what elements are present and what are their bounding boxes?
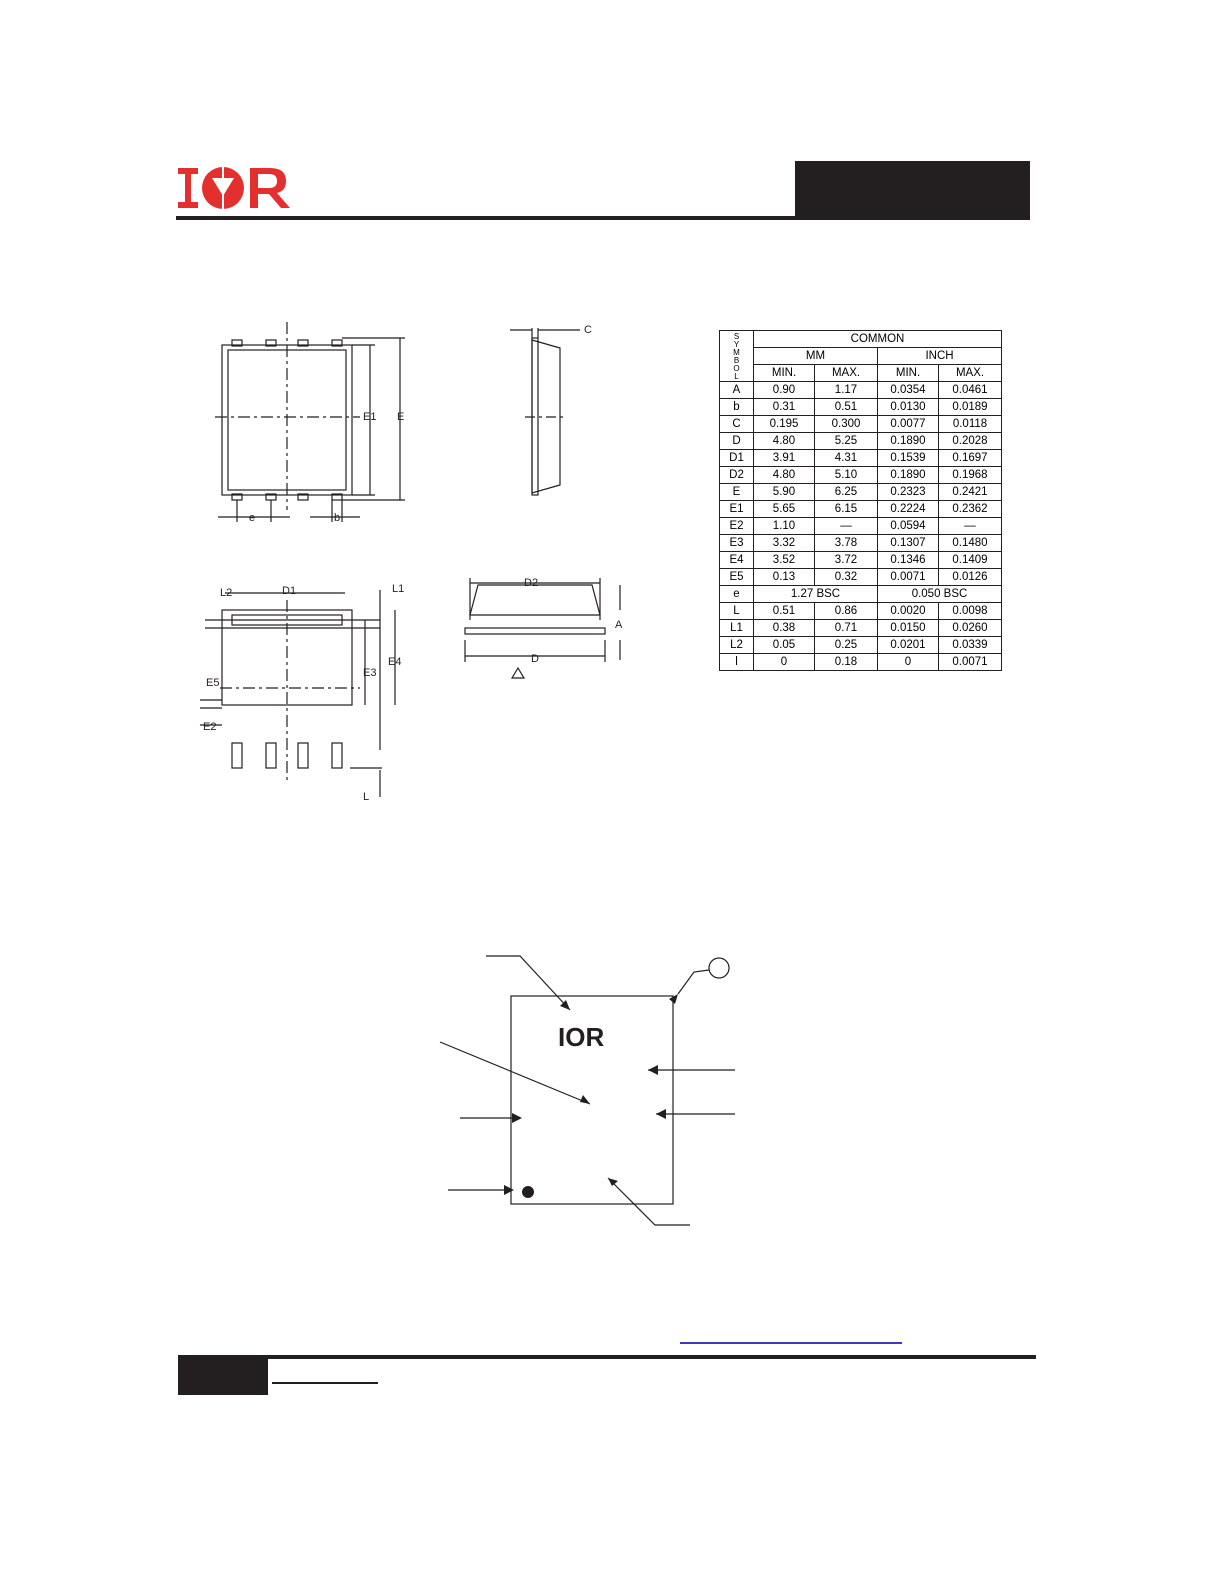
label-E4: E4	[388, 656, 402, 668]
cell-value: 0.38	[754, 620, 815, 637]
table-row	[720, 399, 1002, 416]
cell-value: 0.13	[754, 569, 815, 586]
row-symbol: A	[720, 382, 754, 399]
header-block	[795, 161, 1030, 219]
cell-value: 0.0126	[939, 569, 1002, 586]
table-row	[720, 552, 1002, 569]
label-L2: L2	[220, 587, 233, 599]
label-E5: E5	[206, 677, 220, 689]
table-row	[720, 450, 1002, 467]
link-underline[interactable]	[680, 1342, 902, 1344]
cell-value: 0.0201	[878, 637, 939, 654]
cell-value: 3.72	[815, 552, 878, 569]
cell-value: 0.31	[754, 399, 815, 416]
ir-logo	[178, 162, 300, 214]
table-row	[720, 416, 1002, 433]
footer-rule	[178, 1355, 1036, 1359]
cell-value: 6.15	[815, 501, 878, 518]
unit-header: INCH	[878, 348, 1002, 365]
cell-value: 3.32	[754, 535, 815, 552]
cell-value: 0.71	[815, 620, 878, 637]
table-row	[720, 586, 1002, 603]
table-row	[720, 433, 1002, 450]
cell-value: 0.195	[754, 416, 815, 433]
row-symbol: l	[720, 654, 754, 671]
cell-value: 0.0189	[939, 399, 1002, 416]
cell-value: 0.0461	[939, 382, 1002, 399]
cell-value: 0.2362	[939, 501, 1002, 518]
cell-value: 0	[878, 654, 939, 671]
cell-value: 0.18	[815, 654, 878, 671]
label-L1: L1	[392, 583, 405, 595]
bsc-value: 0.050 BSC	[878, 586, 1002, 603]
cell-value: 5.65	[754, 501, 815, 518]
cell-value: 0.1480	[939, 535, 1002, 552]
cell-value: 0.1890	[878, 467, 939, 484]
label-C: C	[584, 324, 592, 336]
cell-value: 0.86	[815, 603, 878, 620]
cell-value: 0.0098	[939, 603, 1002, 620]
table-row	[720, 518, 1002, 535]
table-row	[720, 501, 1002, 518]
cell-value: 0.1409	[939, 552, 1002, 569]
cell-value: 4.80	[754, 467, 815, 484]
common-header: COMMON	[754, 331, 1002, 348]
cell-value: 0.2323	[878, 484, 939, 501]
bsc-value: 1.27 BSC	[754, 586, 878, 603]
label-D2: D2	[524, 577, 539, 589]
label-E2: E2	[203, 721, 217, 733]
table-row	[720, 484, 1002, 501]
label-E: E	[397, 411, 405, 423]
row-symbol: D1	[720, 450, 754, 467]
label-D1: D1	[282, 585, 297, 597]
cell-value: 0.0339	[939, 637, 1002, 654]
row-symbol: E3	[720, 535, 754, 552]
cell-value: —	[939, 518, 1002, 535]
cell-value: 0.25	[815, 637, 878, 654]
minmax-header: MAX.	[815, 365, 878, 382]
row-symbol: E5	[720, 569, 754, 586]
cell-value: 0.0071	[878, 569, 939, 586]
cell-value: 0.1307	[878, 535, 939, 552]
table-row	[720, 467, 1002, 484]
callout-circle	[709, 958, 729, 978]
row-symbol: L1	[720, 620, 754, 637]
cell-value: 3.91	[754, 450, 815, 467]
label-E3: E3	[363, 667, 377, 679]
label-e: e	[249, 512, 256, 524]
cell-value: —	[815, 518, 878, 535]
label-D: D	[531, 653, 539, 665]
table-row	[720, 382, 1002, 399]
cell-value: 0.1890	[878, 433, 939, 450]
row-symbol: D	[720, 433, 754, 450]
cell-value: 0.0260	[939, 620, 1002, 637]
cell-value: 0.2224	[878, 501, 939, 518]
cell-value: 0.0150	[878, 620, 939, 637]
row-symbol: E2	[720, 518, 754, 535]
marking-logo: IOR	[558, 1022, 605, 1052]
cell-value: 0.1346	[878, 552, 939, 569]
cell-value: 0.0354	[878, 382, 939, 399]
table-row	[720, 569, 1002, 586]
row-symbol: C	[720, 416, 754, 433]
label-b: b	[334, 512, 341, 524]
cell-value: 0.0020	[878, 603, 939, 620]
cell-value: 5.90	[754, 484, 815, 501]
cell-value: 0.51	[815, 399, 878, 416]
row-symbol: b	[720, 399, 754, 416]
table-row	[720, 535, 1002, 552]
cell-value: 3.52	[754, 552, 815, 569]
row-symbol: E4	[720, 552, 754, 569]
cell-value: 6.25	[815, 484, 878, 501]
label-L: L	[363, 791, 370, 803]
cell-value: 0.2421	[939, 484, 1002, 501]
cell-value: 0.0130	[878, 399, 939, 416]
row-symbol: L	[720, 603, 754, 620]
cell-value: 0.1539	[878, 450, 939, 467]
unit-header: MM	[754, 348, 878, 365]
footer-block	[178, 1357, 268, 1395]
cell-value: 5.10	[815, 467, 878, 484]
row-symbol: e	[720, 586, 754, 603]
cell-value: 0.0594	[878, 518, 939, 535]
cell-value: 4.80	[754, 433, 815, 450]
cell-value: 0.1697	[939, 450, 1002, 467]
cell-value: 0.0077	[878, 416, 939, 433]
cell-value: 0.32	[815, 569, 878, 586]
label-E1: E1	[363, 411, 377, 423]
cell-value: 0.0071	[939, 654, 1002, 671]
dimension-table	[719, 330, 1002, 671]
minmax-header: MAX.	[939, 365, 1002, 382]
cell-value: 0.1968	[939, 467, 1002, 484]
table-row	[720, 654, 1002, 671]
minmax-header: MIN.	[878, 365, 939, 382]
symbol-header: S Y M B O L	[720, 331, 754, 382]
row-symbol: D2	[720, 467, 754, 484]
table-row	[720, 620, 1002, 637]
table-row	[720, 603, 1002, 620]
cell-value: 1.10	[754, 518, 815, 535]
cell-value: 0.0118	[939, 416, 1002, 433]
cell-value: 5.25	[815, 433, 878, 450]
header-rule	[176, 216, 1030, 220]
row-symbol: E1	[720, 501, 754, 518]
pin1-dot	[522, 1186, 534, 1198]
minmax-header: MIN.	[754, 365, 815, 382]
label-A: A	[615, 619, 623, 631]
cell-value: 0	[754, 654, 815, 671]
table-row	[720, 637, 1002, 654]
cell-value: 0.51	[754, 603, 815, 620]
cell-value: 4.31	[815, 450, 878, 467]
part-marking-drawing	[430, 950, 750, 1240]
cell-value: 0.05	[754, 637, 815, 654]
cell-value: 1.17	[815, 382, 878, 399]
cell-value: 0.90	[754, 382, 815, 399]
cell-value: 0.300	[815, 416, 878, 433]
footer-line	[272, 1382, 378, 1384]
cell-value: 3.78	[815, 535, 878, 552]
cell-value: 0.2028	[939, 433, 1002, 450]
package-outline-drawing	[170, 310, 670, 810]
row-symbol: E	[720, 484, 754, 501]
row-symbol: L2	[720, 637, 754, 654]
